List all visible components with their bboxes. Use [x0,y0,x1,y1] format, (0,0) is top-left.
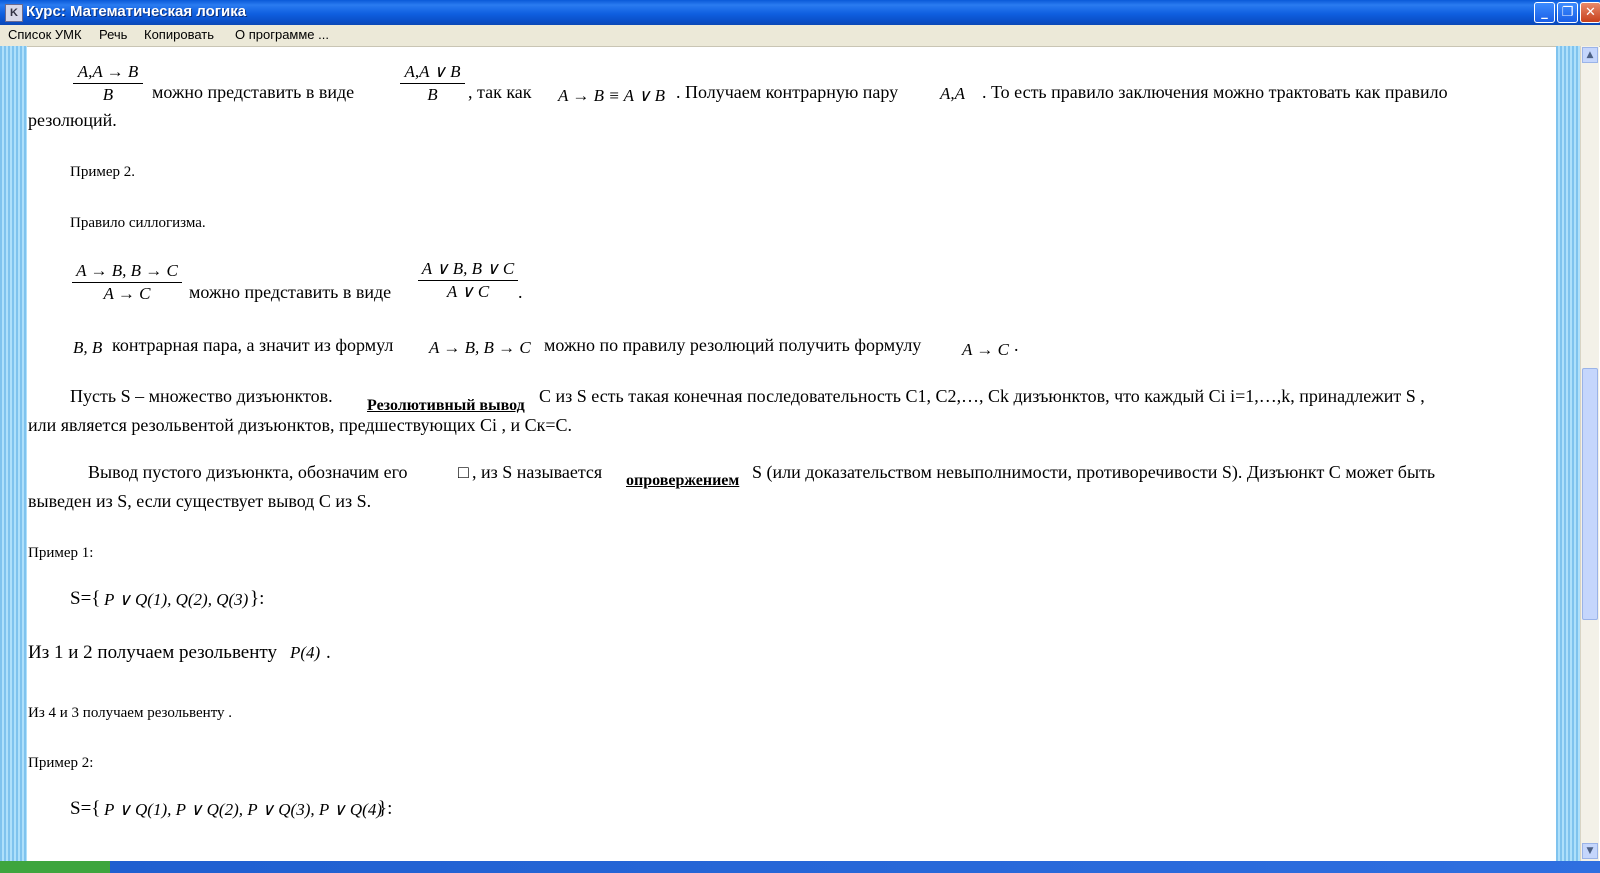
text: , из S называется [472,462,603,482]
menu-bar [0,25,1600,47]
minimize-icon: _ [1541,5,1548,20]
bottom-taskbar-strip [0,861,1600,873]
set-open: S={ [70,588,101,609]
arrow-down-icon: ▼ [1586,846,1594,856]
text: можно представить в виде [189,282,392,302]
left-decorative-stripe [0,46,27,861]
formula: A,A [940,84,966,103]
formula: P(4) [290,643,321,662]
formula: A → B, B → C [429,338,531,357]
text: . [1014,335,1019,355]
example-heading: Пример 2: [28,755,94,771]
text: Пусть S – множество дизъюнктов. [70,386,333,406]
fraction-numerator: A → B, B → C [76,261,178,280]
menu-item-umk-list[interactable]: Список УМК [8,27,82,42]
fraction-syllogism [72,261,182,304]
formula: B, B [73,338,103,357]
formula: A → B ≡ A ∨ B [558,86,666,105]
formula: P ∨ Q(1), P ∨ Q(2), P ∨ Q(3), P ∨ Q(4) [104,800,382,819]
term-resolution-derivation: Резолютивный вывод [367,397,525,414]
text: Вывод пустого дизъюнкта, обозначим его [88,462,408,482]
menu-item-speech[interactable]: Речь [99,27,128,42]
fraction-numerator: A ∨ B, B ∨ C [421,259,515,278]
window-title: Курс: Математическая логика [26,3,247,20]
text: . Получаем контрарную пару [676,82,899,102]
close-icon: ✕ [1585,5,1596,20]
text: можно представить в виде [152,82,355,102]
minimize-button[interactable] [1534,2,1555,23]
scroll-down-button[interactable] [1582,843,1598,859]
text: C из S есть такая конечная последовательность С1, С2,…, Сk дизъюнктов, что каждый Ci i=1,…,k, принадлежит S , [539,386,1425,406]
fraction-denominator: A → C [103,284,151,303]
fraction-modus-ponens [73,62,143,105]
text: . То есть правило заключения можно трактовать как правило [982,82,1448,102]
fraction-numerator: A,A ∨ B [404,62,461,81]
formula: A → C [962,340,1009,359]
text: . [518,282,523,302]
fraction-resolution-form [400,62,465,105]
text: Из 4 и 3 получаем резольвенту . [28,705,233,721]
empty-clause-symbol: □ [458,462,469,482]
set-close: }: [378,798,393,819]
fraction-denominator: B [102,85,114,104]
fraction-numerator: A,A → B [77,62,139,81]
close-button[interactable] [1580,2,1600,23]
fraction-denominator: A ∨ C [446,282,490,301]
scroll-up-button[interactable] [1582,47,1598,63]
section-heading: Правило силлогизма. [70,215,206,231]
scrollbar-thumb[interactable] [1582,368,1598,620]
example-heading: Пример 2. [70,164,136,180]
menu-item-about[interactable]: О программе ... [235,27,329,42]
text: , так как [468,82,532,102]
text: выведен из S, если существует вывод С из S. [28,491,372,511]
term-refutation: опровержением [626,472,740,489]
title-bar [0,0,1600,25]
right-decorative-stripe [1556,46,1580,861]
text: контрарная пара, а значит из формул [112,335,394,355]
document-content [28,46,1555,861]
text: резолюций. [28,110,117,130]
text: можно по правилу резолюций получить формулу [544,335,922,355]
fraction-denominator: B [427,85,438,104]
maximize-button[interactable] [1557,2,1578,23]
app-icon[interactable]: K [5,4,23,22]
set-open: S={ [70,798,101,819]
maximize-icon: ❐ [1561,5,1574,20]
vertical-scrollbar[interactable] [1580,46,1599,861]
formula: P ∨ Q(1), Q(2), Q(3) [104,590,249,609]
fraction-syllogism-resolution [418,259,518,302]
example-heading: Пример 1: [28,545,94,561]
text: или является резольвентой дизъюнктов, предшествующих Ci , и Ск=С. [28,415,573,435]
text: Из 1 и 2 получаем резольвенту [28,642,277,663]
text: . [326,642,331,663]
arrow-up-icon: ▲ [1586,50,1594,60]
set-close: }: [250,588,265,609]
menu-item-copy[interactable]: Копировать [144,27,214,42]
text: S (или доказательством невыполнимости, противоречивости S). Дизъюнкт С может быть [752,462,1436,482]
